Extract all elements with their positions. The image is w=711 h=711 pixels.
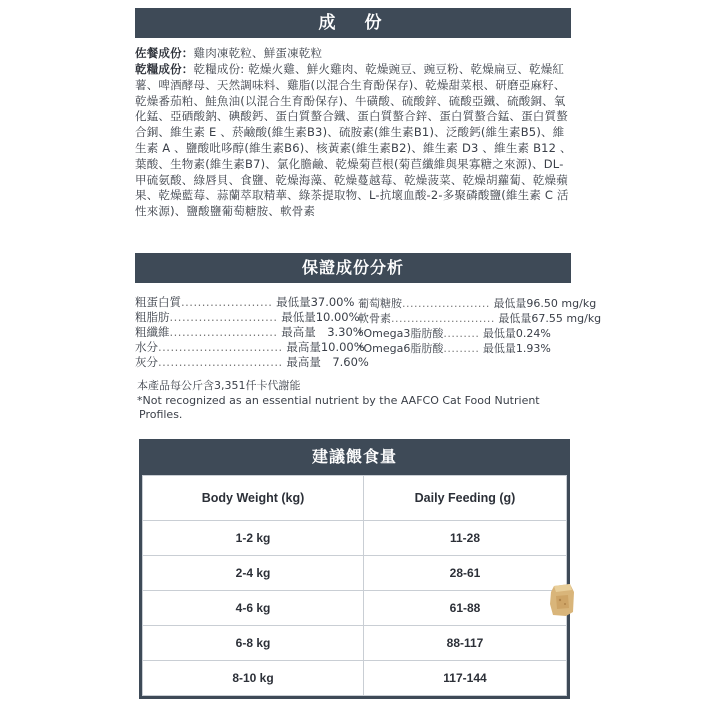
analysis-value: 最低量0.24% [482, 327, 551, 340]
table-row [143, 661, 567, 696]
weight-cell: 4-6 kg [143, 591, 364, 626]
analysis-value: 最高量 7.60% [286, 355, 369, 369]
analysis-name: *Omega6脂肪酸 [358, 342, 444, 355]
analysis-name: 軟骨素 [358, 312, 391, 325]
leader-dots: .......................... [391, 312, 495, 325]
analysis-value: 最低量96.50 mg/kg [493, 297, 597, 310]
ingredients-title: 成 份 [135, 8, 571, 38]
aafco-note-line2: Profiles. [139, 408, 183, 421]
analysis-name: 葡萄糖胺 [358, 297, 402, 310]
analysis-row [135, 295, 354, 310]
leader-dots: ......... [443, 327, 480, 340]
feeding-cell: 117-144 [364, 661, 567, 696]
aafco-note-line1: *Not recognized as an essential nutrient by the AAFCO Cat Food Nutrient [137, 394, 540, 407]
analysis-value: 最低量67.55 mg/kg [498, 312, 602, 325]
analysis-row [358, 326, 551, 341]
supplement-ingredients [135, 46, 575, 62]
table-row [143, 626, 567, 661]
table-row [143, 556, 567, 591]
feeding-table [142, 475, 567, 696]
feeding-cell: 11-28 [364, 521, 567, 556]
analysis-value: 最高量 3.30% [281, 325, 364, 339]
leader-dots: .............................. [158, 340, 283, 354]
analysis-row [358, 341, 551, 356]
analysis-row [135, 355, 369, 370]
leader-dots: .......................... [169, 310, 278, 324]
dry-food-ingredients [135, 62, 575, 220]
column-header-weight: Body Weight (kg) [143, 476, 364, 521]
analysis-name: 粗纖維 [135, 325, 170, 339]
feeding-title: 建議餵食量 [311, 447, 397, 466]
dry-food-label: 乾糧成份： [135, 62, 194, 76]
analysis-name: *Omega3脂肪酸 [358, 327, 444, 340]
leader-dots: .......................... [169, 325, 278, 339]
column-header-feeding: Daily Feeding (g) [364, 476, 567, 521]
supplement-text: 雞肉凍乾粒、鮮蛋凍乾粒 [193, 46, 323, 60]
table-row [143, 591, 567, 626]
analysis-title: 保證成份分析 [135, 253, 571, 283]
table-header-row [143, 476, 567, 521]
analysis-name: 粗蛋白質 [135, 295, 181, 309]
feeding-cell: 61-88 [364, 591, 567, 626]
leader-dots: ...................... [402, 297, 490, 310]
leader-dots: ......... [443, 342, 480, 355]
analysis-value: 最低量1.93% [482, 342, 551, 355]
analysis-name: 水分 [135, 340, 158, 354]
weight-cell: 6-8 kg [143, 626, 364, 661]
table-row [143, 521, 567, 556]
analysis-row [135, 310, 360, 325]
weight-cell: 1-2 kg [143, 521, 364, 556]
leader-dots: ...................... [181, 295, 273, 309]
analysis-value: 最低量37.00% [276, 295, 355, 309]
analysis-value: 最低量10.00% [281, 310, 360, 324]
feeding-guide [139, 439, 570, 699]
analysis-name: 灰分 [135, 355, 158, 369]
analysis-row [135, 340, 365, 355]
analysis-name: 粗脂肪 [135, 310, 170, 324]
analysis-value: 最高量10.00% [286, 340, 365, 354]
analysis-row [358, 311, 601, 326]
freeze-dried-treat-image [548, 582, 576, 618]
supplement-label: 佐餐成份： [135, 46, 194, 60]
weight-cell: 2-4 kg [143, 556, 364, 591]
analysis-row [358, 296, 596, 311]
feeding-cell: 88-117 [364, 626, 567, 661]
analysis-row [135, 325, 364, 340]
weight-cell: 8-10 kg [143, 661, 364, 696]
dry-food-text: 乾糧成份: 乾燥火雞、鮮火雞肉、乾燥豌豆、豌豆粉、乾燥扁豆、乾燥紅薯、啤酒酵母、天然調味料、雞脂(以混合生育酚保存)、乾燥甜菜根、研磨亞麻籽、乾燥番茄粕、鮭魚油(以混合生育酚保存)、牛磺酸、硫酸鋅、硫酸亞鐵、硫酸銅、氧化錳、亞硒酸鈉、碘酸鈣、蛋白質螯合鐵、蛋白質螯合鋅、蛋白質螯合錳、蛋白質螯合銅、維生素 E 、菸鹼酸(維生素B3)、硫胺素(維生素B1)、泛酸鈣(維生素B5)、維生素 A 、鹽酸吡哆醇(維生素B6)、核黃素(維生素B2)、維生素 D3 、維生素 B12 、葉酸、生物素(維生素B7)、氯化膽鹼、乾燥菊苣根(菊苣纖維與果寡糖之來源)、DL-甲硫氨酸、綠唇貝、食鹽、乾燥海藻、乾燥蔓越莓、乾燥菠菜、乾燥胡蘿蔔、乾燥蘋果、乾燥藍莓、蒜蘭萃取精華、綠茶提取物、L-抗壞血酸-2-多聚磷酸鹽(維生素 C 活性來源)、鹽酸鹽葡萄糖胺、軟骨素 [135, 62, 572, 219]
calorie-note: 本產品每公斤含3,351仟卡代謝能 [137, 379, 301, 392]
leader-dots: .............................. [158, 355, 283, 369]
feeding-cell: 28-61 [364, 556, 567, 591]
